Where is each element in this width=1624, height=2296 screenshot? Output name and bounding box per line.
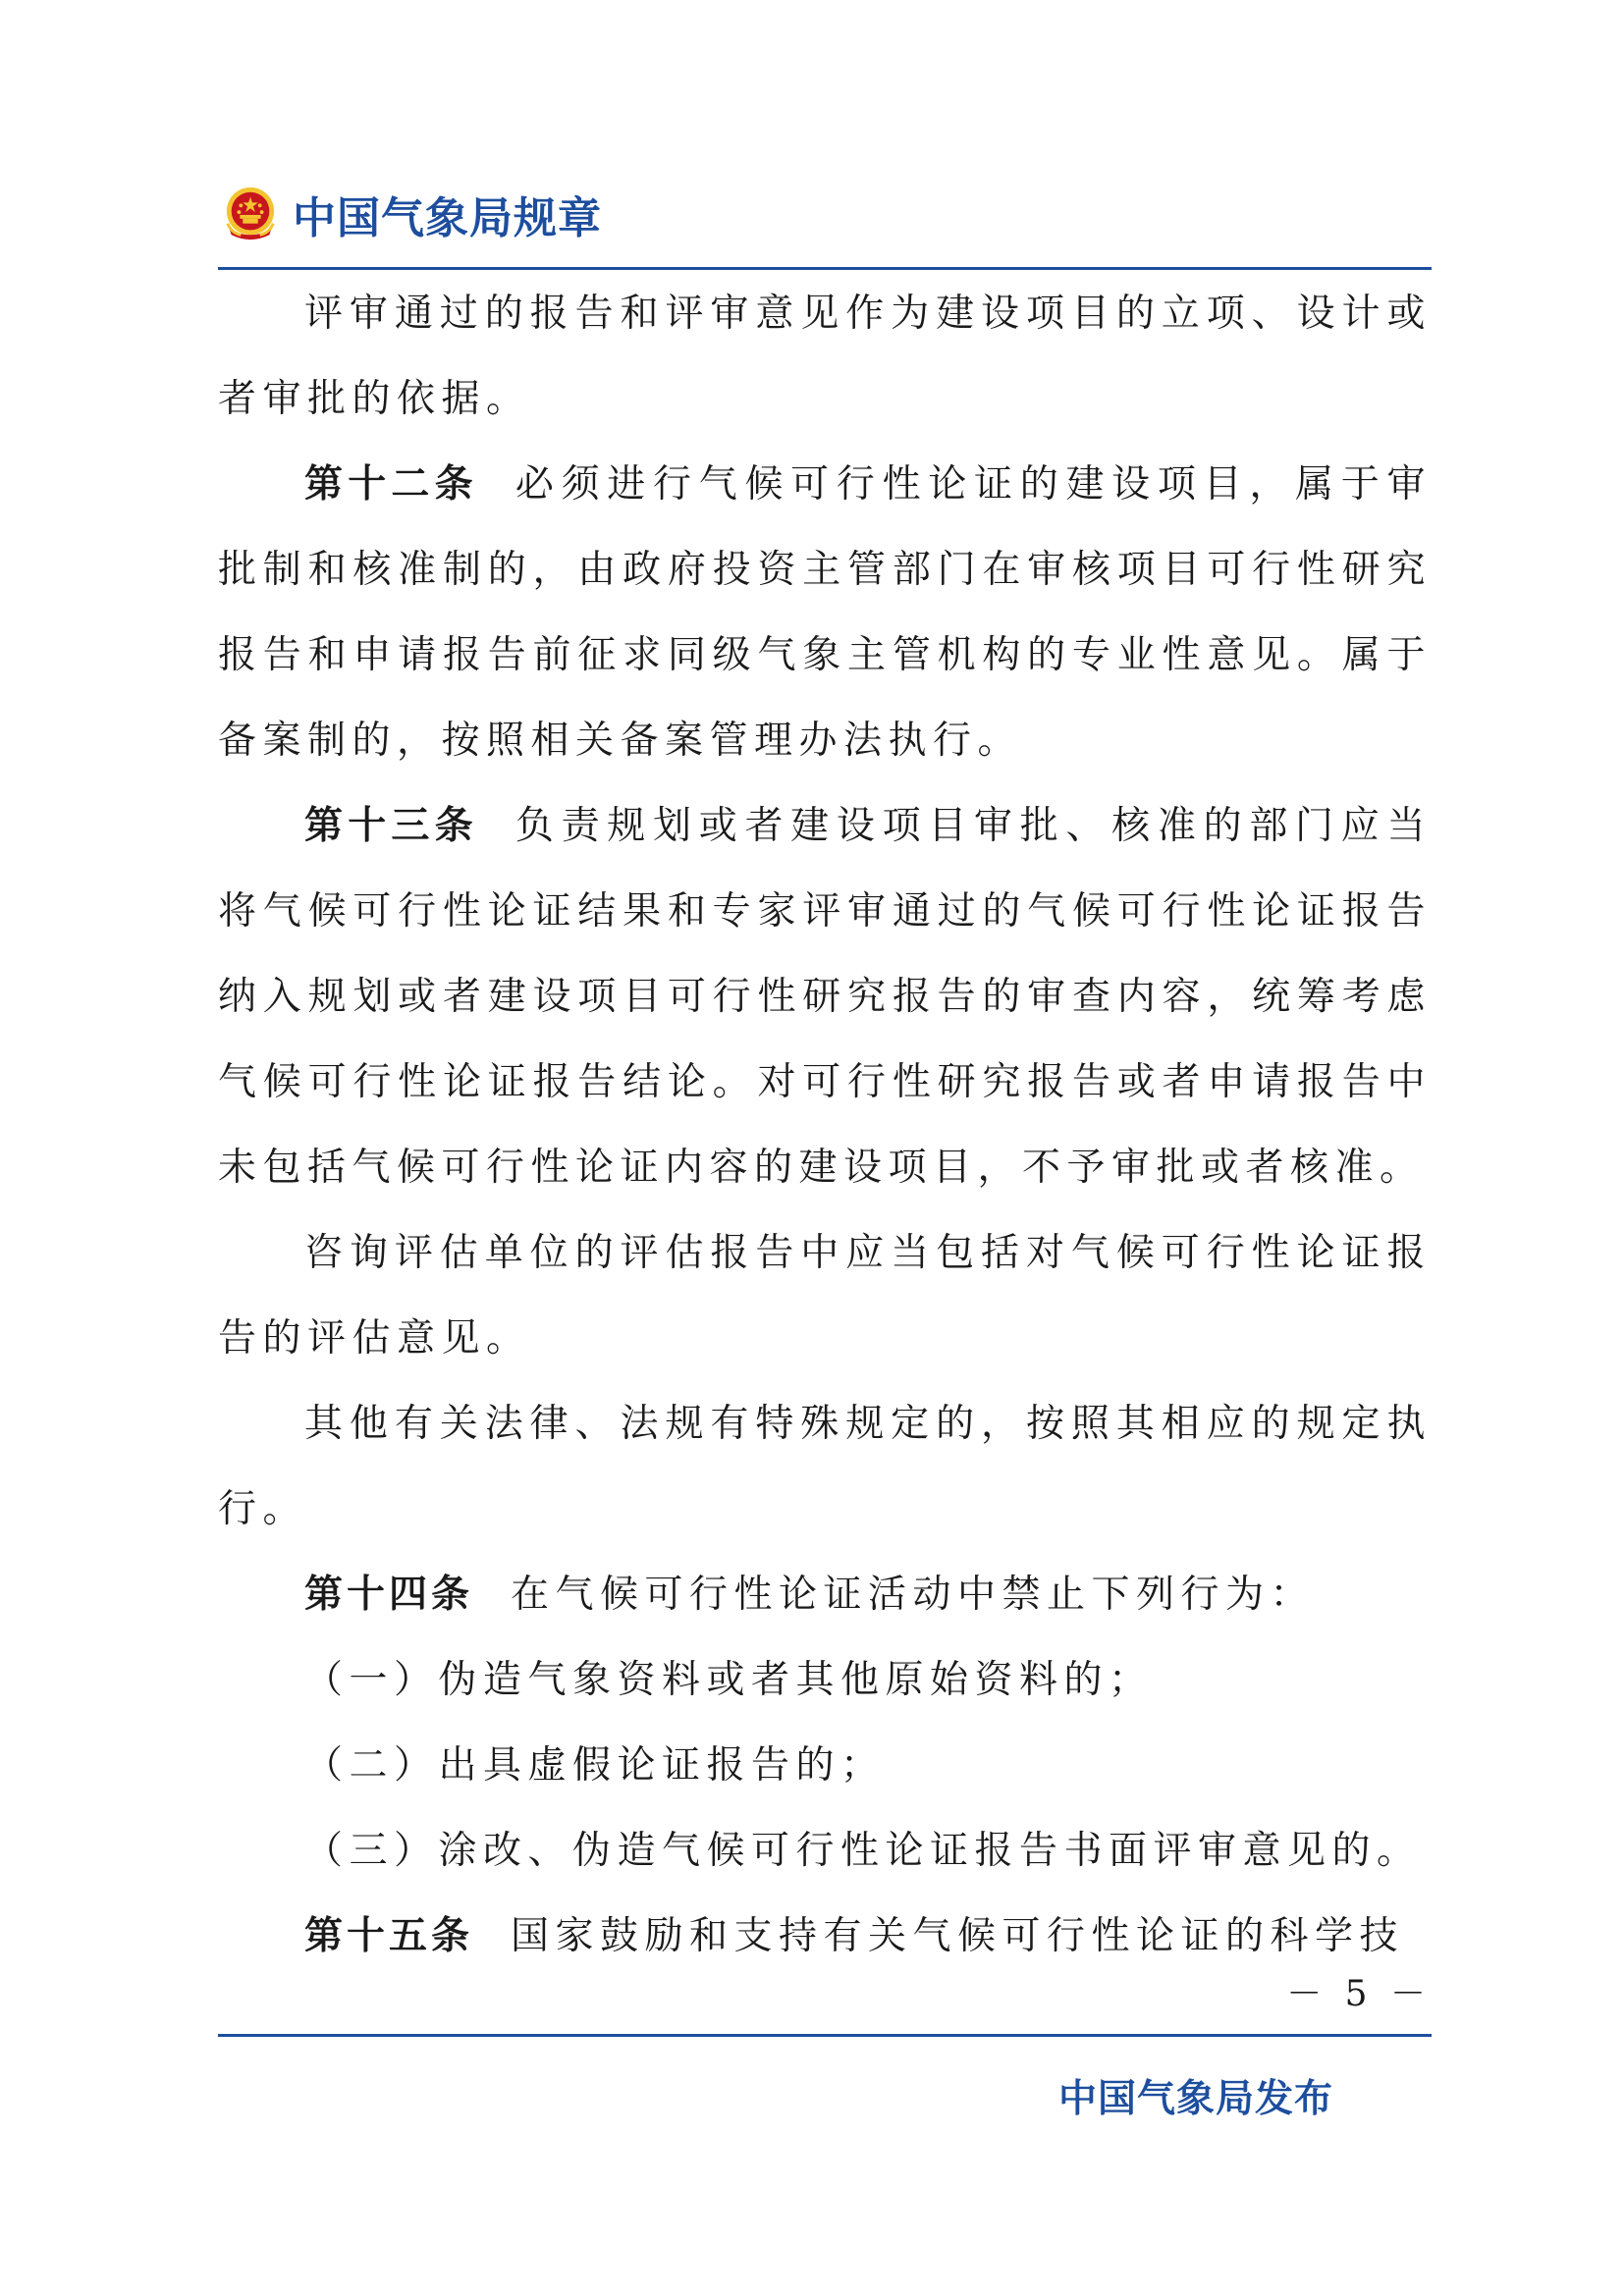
footer-publisher: 中国气象局发布 bbox=[1057, 2077, 1333, 2121]
page-header bbox=[222, 175, 602, 253]
national-emblem-icon bbox=[222, 186, 279, 242]
header-divider bbox=[218, 267, 1432, 270]
paragraph-text: （一）伪造气象资料或者其他原始资料的； bbox=[304, 1658, 1154, 1702]
paragraph bbox=[218, 1894, 1432, 1979]
article-number: 第十五条 bbox=[304, 1914, 474, 1958]
paragraph-text: （二）出具虚假论证报告的； bbox=[304, 1743, 886, 1788]
list-item bbox=[218, 1637, 1432, 1723]
paragraph-text: 其他有关法律、法规有特殊规定的，按照其相应的规定执行。 bbox=[218, 1402, 1432, 1531]
paragraph bbox=[218, 271, 1432, 442]
list-item bbox=[218, 1723, 1432, 1808]
paragraph-text: 必须进行气候可行性论证的建设项目，属于审批制和核准制的，由政府投资主管部门在审核项目可行性研究报告和申请报告前征求同级气象主管机构的专业性意见。属于备案制的，按照相关备案管理办法执行。 bbox=[218, 462, 1432, 763]
header-title: 中国气象局规章 bbox=[293, 193, 602, 243]
paragraph bbox=[218, 1552, 1432, 1637]
paragraph bbox=[218, 783, 1432, 1210]
paragraph-text: 国家鼓励和支持有关气候可行性论证的科学技 bbox=[511, 1914, 1405, 1958]
article-number: 第十二条 bbox=[304, 462, 478, 507]
footer-divider bbox=[218, 2034, 1432, 2037]
page-number: － 5 － bbox=[1286, 1974, 1432, 2014]
paragraph-text: 咨询评估单位的评估报告中应当包括对气候可行性论证报告的评估意见。 bbox=[218, 1231, 1432, 1361]
article-number: 第十四条 bbox=[304, 1573, 474, 1617]
paragraph-text: 在气候可行性论证活动中禁止下列行为： bbox=[511, 1573, 1316, 1617]
document-body bbox=[218, 271, 1432, 1979]
paragraph bbox=[218, 1210, 1432, 1381]
article-number: 第十三条 bbox=[304, 804, 478, 848]
paragraph-text: 评审通过的报告和评审意见作为建设项目的立项、设计或者审批的依据。 bbox=[218, 292, 1432, 421]
paragraph bbox=[218, 1381, 1432, 1552]
paragraph bbox=[218, 442, 1432, 783]
list-item bbox=[218, 1808, 1432, 1894]
paragraph-text: （三）涂改、伪造气候可行性论证报告书面评审意见的。 bbox=[304, 1829, 1422, 1873]
paragraph-text: 负责规划或者建设项目审批、核准的部门应当将气候可行性论证结果和专家评审通过的气候可行性论证报告纳入规划或者建设项目可行性研究报告的审查内容，统筹考虑气候可行性论证报告结论。对可行性研究报告或者申请报告中未包括气候可行性论证内容的建设项目，不予审批或者核准。 bbox=[218, 804, 1432, 1190]
